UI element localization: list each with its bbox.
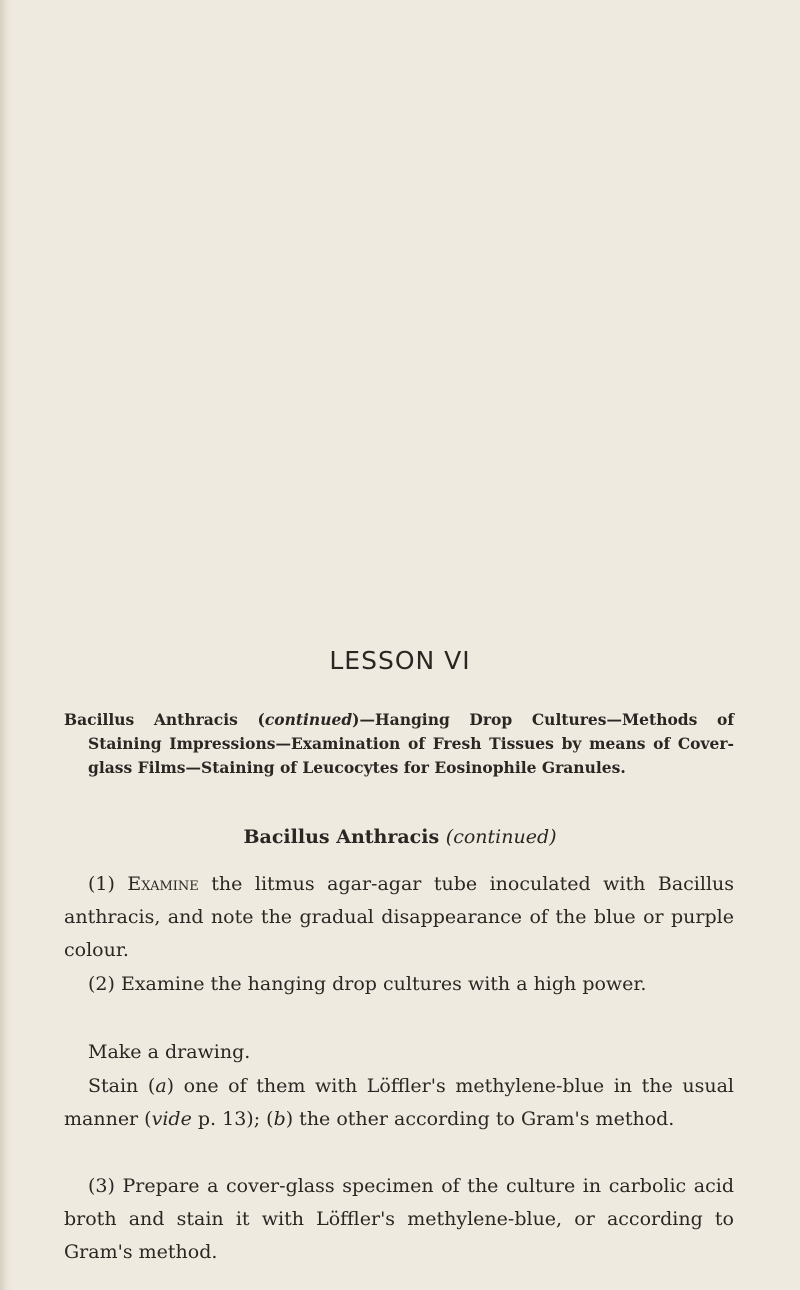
paragraph-3: Make a drawing. <box>88 1041 251 1063</box>
paragraph-4-c: p. 13); ( <box>191 1108 274 1130</box>
summary-continued: continued <box>264 710 353 729</box>
section-heading-continued: (continued) <box>445 826 557 848</box>
paragraph-1-number: (1) <box>88 873 128 895</box>
summary-part1: Bacillus Anthracis ( <box>64 710 265 729</box>
paragraph-4-a: Stain ( <box>88 1075 156 1097</box>
summary-part2: )—Hanging Drop Cultures—Methods of Staining Impressions—Examination of Fresh Tissues by means of Cover-glass Films—Staining of Leucocytes for Eosinophile Granules. <box>88 710 734 777</box>
section-heading <box>0 826 800 848</box>
lesson-title: LESSON VI <box>329 646 471 675</box>
section-heading-main: Bacillus Anthracis <box>243 826 446 848</box>
paragraph-4-b-italic: b <box>273 1108 286 1130</box>
paragraph-4-vide: vide <box>151 1108 192 1130</box>
paragraph-1 <box>64 868 734 967</box>
paragraph-4-b: ) one of them with Löffler's methylene-blue in the usual manner ( <box>64 1075 734 1130</box>
paragraph-4-a-italic: a <box>155 1075 167 1097</box>
paragraph-1-rest: the litmus agar-agar tube inoculated with Bacillus anthracis, and note the gradual disappearance of the blue or purple colour. <box>64 873 735 961</box>
paragraph-4 <box>64 1070 734 1136</box>
paragraph-2: (2) Examine the hanging drop cultures with a high power. <box>88 973 647 995</box>
paragraph-5: (3) Prepare a cover-glass specimen of the culture in carbolic acid broth and stain it with Löffler's methylene-blue, or according to Gram's method. <box>64 1175 734 1263</box>
paragraph-1-examine: Examine <box>127 873 199 895</box>
paragraph-4-d: ) the other according to Gram's method. <box>285 1108 675 1130</box>
lesson-summary <box>64 708 734 780</box>
page-edge-shadow <box>0 0 12 1290</box>
